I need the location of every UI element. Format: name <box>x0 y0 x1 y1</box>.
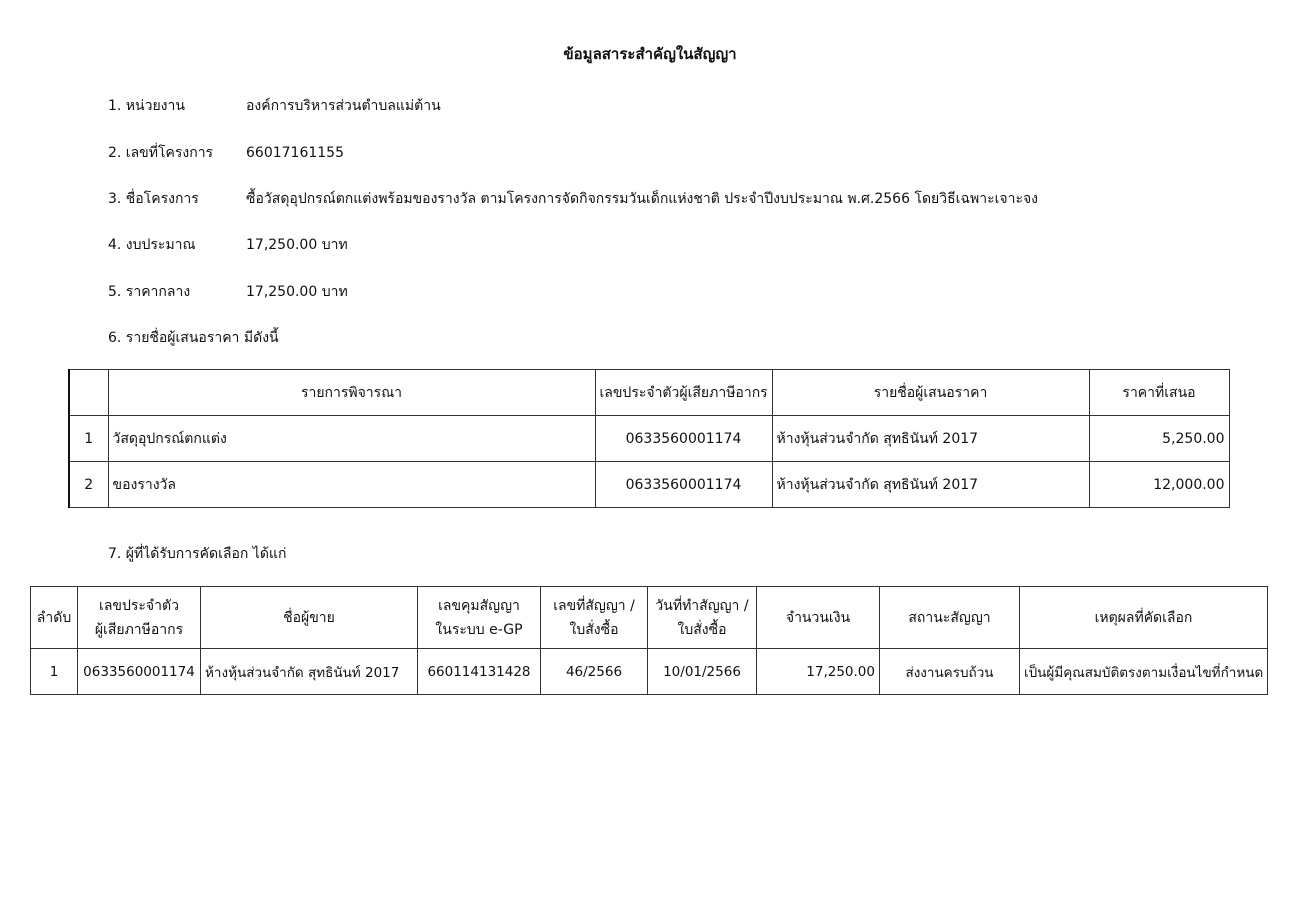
bidder-tax-id: 0633560001174 <box>595 462 772 508</box>
winners-header-seller: ชื่อผู้ขาย <box>201 587 418 649</box>
table-row <box>31 649 1268 695</box>
winner-seller: ห้างหุ้นส่วนจำกัด สุทธินันท์ 2017 <box>201 649 418 695</box>
winners-header-contract-no-line2: ใบสั่งซื้อ <box>569 621 619 638</box>
winners-header-egp <box>418 587 541 649</box>
project-name-label: 3. ชื่อโครงการ <box>108 191 199 207</box>
project-no-value: 66017161155 <box>246 145 344 161</box>
reference-price-label: 5. ราคากลาง <box>108 284 191 300</box>
bidder-no: 2 <box>69 462 108 508</box>
winners-header-no: ลำดับ <box>31 587 78 649</box>
bidders-header-row <box>69 370 1229 416</box>
winners-table <box>30 586 1268 695</box>
bidders-section-title: 6. รายชื่อผู้เสนอราคา มีดังนี้ <box>108 330 279 346</box>
table-row <box>69 416 1229 462</box>
budget-value: 17,250.00 บาท <box>246 237 348 253</box>
document-title: ข้อมูลสาระสำคัญในสัญญา <box>563 45 737 63</box>
winner-contract-date: 10/01/2566 <box>648 649 757 695</box>
bidders-header-item: รายการพิจารณา <box>108 370 595 416</box>
winners-header-contract-date <box>648 587 757 649</box>
bidders-header-no <box>69 370 108 416</box>
bidders-header-bidder: รายชื่อผู้เสนอราคา <box>772 370 1089 416</box>
bidder-name: ห้างหุ้นส่วนจำกัด สุทธินันท์ 2017 <box>772 462 1089 508</box>
winners-header-contract-no-line1: เลขที่สัญญา / <box>553 597 635 614</box>
winner-amount: 17,250.00 <box>757 649 880 695</box>
bidder-tax-id: 0633560001174 <box>595 416 772 462</box>
project-name-value: ซื้อวัสดุอุปกรณ์ตกแต่งพร้อมของรางวัล ตามโครงการจัดกิจกรรมวันเด็กแห่งชาติ ประจำปีงบประมาณ พ.ศ.2566 โดยวิธีเฉพาะเจาะจง <box>246 191 1038 207</box>
winners-header-contract-no <box>541 587 648 649</box>
winners-section-title: 7. ผู้ที่ได้รับการคัดเลือก ได้แก่ <box>108 546 287 562</box>
winners-header-egp-line1: เลขคุมสัญญา <box>438 597 520 614</box>
bidders-table <box>68 369 1230 508</box>
winner-tax-id: 0633560001174 <box>78 649 201 695</box>
winner-no: 1 <box>31 649 78 695</box>
winners-header-status: สถานะสัญญา <box>880 587 1020 649</box>
winners-header-amount: จำนวนเงิน <box>757 587 880 649</box>
bidder-item: ของรางวัล <box>108 462 595 508</box>
reference-price-value: 17,250.00 บาท <box>246 284 348 300</box>
agency-label: 1. หน่วยงาน <box>108 98 185 114</box>
winners-header-tax-id-line1: เลขประจำตัว <box>99 597 179 614</box>
budget-label: 4. งบประมาณ <box>108 237 196 253</box>
winner-reason: เป็นผู้มีคุณสมบัติตรงตามเงื่อนไขที่กำหนด <box>1020 649 1268 695</box>
project-no-label: 2. เลขที่โครงการ <box>108 145 214 161</box>
winners-header-tax-id-line2: ผู้เสียภาษีอากร <box>94 621 184 638</box>
bidder-price: 5,250.00 <box>1089 416 1229 462</box>
winners-header-reason: เหตุผลที่คัดเลือก <box>1020 587 1268 649</box>
winner-egp-no: 660114131428 <box>418 649 541 695</box>
winners-header-egp-line2: ในระบบ e-GP <box>435 621 523 638</box>
winners-header-contract-date-line2: ใบสั่งซื้อ <box>677 621 727 638</box>
table-row <box>69 462 1229 508</box>
bidder-name: ห้างหุ้นส่วนจำกัด สุทธินันท์ 2017 <box>772 416 1089 462</box>
bidder-no: 1 <box>69 416 108 462</box>
winners-header-contract-date-line1: วันที่ทำสัญญา / <box>655 597 749 614</box>
bidders-header-price: ราคาที่เสนอ <box>1089 370 1229 416</box>
bidder-item: วัสดุอุปกรณ์ตกแต่ง <box>108 416 595 462</box>
winners-header-tax-id <box>78 587 201 649</box>
winner-contract-no: 46/2566 <box>541 649 648 695</box>
bidders-header-tax-id: เลขประจำตัวผู้เสียภาษีอากร <box>595 370 772 416</box>
winners-header-row <box>31 587 1268 649</box>
bidder-price: 12,000.00 <box>1089 462 1229 508</box>
winner-status: ส่งงานครบถ้วน <box>880 649 1020 695</box>
agency-value: องค์การบริหารส่วนตำบลแม่ต้าน <box>246 98 441 114</box>
